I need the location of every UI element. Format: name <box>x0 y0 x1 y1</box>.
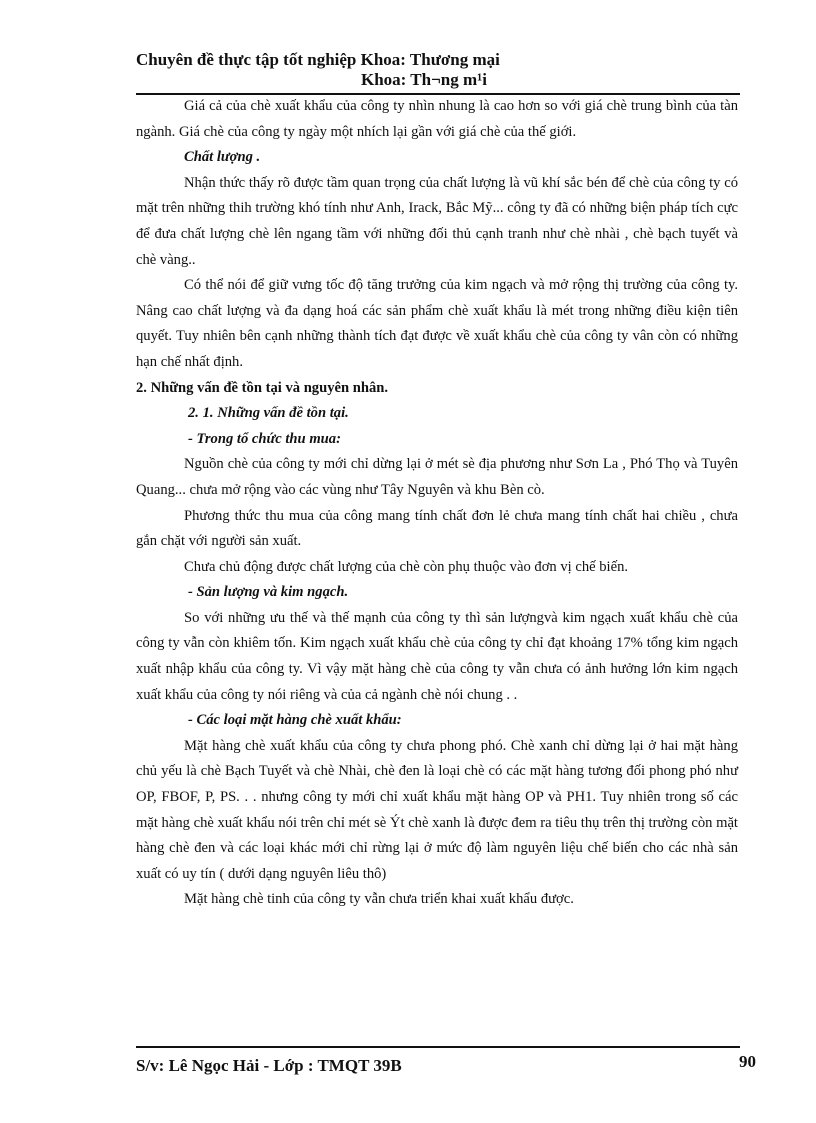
document-body <box>136 94 738 913</box>
paragraph-growth: Có thể nói để giữ vưng tốc độ tăng trưởng của kim ngạch và mở rộng thị trường của công ty. Nâng cao chất lượng và đa dạng hoá các sản phẩm chè xuất khẩu là mét trong những điều kiện tiên quyết. Tuy nhiên bên cạnh những thành tích đạt được về xuất khẩu chè của công ty vân còn có những hạn chế nhất định. <box>136 277 738 370</box>
paragraph-purchase-method: Phương thức thu mua của công mang tính chất đơn lẻ chưa mang tính chất hai chiều , chưa gắn chặt với người sản xuất. <box>136 507 738 550</box>
heading-product-types: - Các loại mặt hàng chè xuất khẩu: <box>188 712 402 729</box>
heading-purchasing: - Trong tổ chức thu mua: <box>188 430 341 447</box>
paragraph-turnover: So với những ưu thế và thế mạnh của công ty thì sản lượngvà kim ngạch xuất khẩu chè của công ty vẫn còn khiêm tốn. Kim ngạch xuất khẩu chè của công ty chỉ đạt khoảng 17% tổng kim ngạch xuất nhập khẩu của công ty. Vì vậy mặt hàng chè của công ty vẫn chưa có ảnh hưởng lớn kim ngạch xuất khẩu của công ty nói riêng và của cả ngành chè nói chung . . <box>136 609 738 703</box>
header-faculty: Khoa: Th¬ng m¹i <box>361 70 487 89</box>
paragraph-price: Giá cả của chè xuất khẩu của công ty nhìn nhung là cao hơn so với giá chè trung bình của tàn ngành. Giá chè của công ty ngày một nhích lại gần với giá chè của thế giới. <box>136 98 738 140</box>
paragraph-sources: Nguồn chè của công ty mới chỉ dừng lại ở mét sè địa phương như Sơn La , Phó Thọ và Tuyên Quang... chưa mở rộng vào các vùng như Tây Nguyên và khu Bèn cò. <box>136 456 738 498</box>
section-heading-2: 2. Những vấn đề tồn tại và nguyên nhân. <box>136 379 389 396</box>
subsection-heading-2-1: 2. 1. Những vấn đề tồn tại. <box>188 405 349 422</box>
paragraph-products: Mặt hàng chè xuất khẩu của công ty chưa phong phó. Chè xanh chỉ dừng lại ở hai mặt hàng chủ yếu là chè Bạch Tuyết và chè Nhài, chè đen là loại chè có các mặt hàng tương đối phong phó như OP, FBOF, P, PS. . . nhưng công ty mới chỉ xuất khẩu mặt hàng OP và PH1. Tuy nhiên trong số các mặt hàng chè xuất khẩu nói trên chỉ mét sè Ýt chè xanh là được đem ra tiêu thụ trên thị trường còn mặt hàng chè đen và các loại khác mới chỉ rừng lại ở mức độ làm nguyên liệu chế biến cho các nhà sản xuất có uy tín ( dưới dạng nguyên liêu thô) <box>136 737 738 882</box>
heading-quality: Chất lượng . <box>184 149 261 166</box>
paragraph-quality-awareness: Nhận thức thấy rõ được tầm quan trọng của chất lượng là vũ khí sắc bén để chè của công ty có mặt trên những thih trường khó tính như Anh, Irack, Bắc Mỹ... công ty đã có những biện pháp tích cực để đưa chất lượng chè lên ngang tầm với những đối thủ cạnh tranh như chè nhài , chè bạch tuyết và chè vàng.. <box>136 174 738 268</box>
footer-rule <box>136 1046 740 1048</box>
heading-output-turnover: - Sản lượng và kim ngạch. <box>188 584 349 601</box>
page-header <box>136 50 740 90</box>
paragraph-refined-tea: Mặt hàng chè tinh của công ty vẫn chưa triển khai xuất khẩu được. <box>184 891 574 908</box>
header-title: Chuyên đề thực tập tốt nghiệp Khoa: Thương mại <box>136 50 500 69</box>
paragraph-quality-dependence: Chưa chủ động được chất lượng của chè còn phụ thuộc vào đơn vị chế biến. <box>184 558 629 575</box>
page-number: 90 <box>739 1052 756 1071</box>
footer-student: S/v: Lê Ngọc Hải - Lớp : TMQT 39B <box>136 1056 402 1075</box>
